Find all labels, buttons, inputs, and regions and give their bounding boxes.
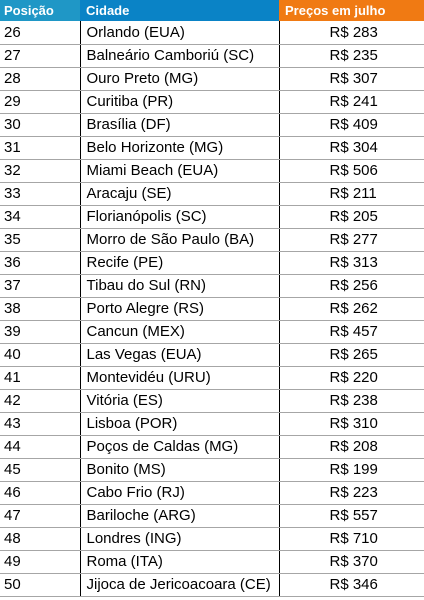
row-city: Morro de São Paulo (BA) [80,228,279,251]
row-price: R$ 265 [279,343,424,366]
row-price: R$ 370 [279,550,424,573]
row-price: R$ 313 [279,251,424,274]
row-position: 42 [0,389,80,412]
header-position: Posição [0,0,80,21]
row-city: Florianópolis (SC) [80,205,279,228]
row-city: Recife (PE) [80,251,279,274]
row-price: R$ 277 [279,228,424,251]
table-row [0,504,424,527]
table-row [0,297,424,320]
row-position: 46 [0,481,80,504]
row-position: 27 [0,44,80,67]
row-city: Brasília (DF) [80,113,279,136]
row-price: R$ 256 [279,274,424,297]
table-row [0,366,424,389]
table-row [0,274,424,297]
table-row [0,21,424,44]
row-price: R$ 304 [279,136,424,159]
row-price: R$ 457 [279,320,424,343]
table-row [0,435,424,458]
row-price: R$ 557 [279,504,424,527]
row-price: R$ 211 [279,182,424,205]
table-row [0,412,424,435]
row-price: R$ 346 [279,573,424,596]
row-price: R$ 199 [279,458,424,481]
row-city: Orlando (EUA) [80,21,279,44]
row-city: Tibau do Sul (RN) [80,274,279,297]
row-city: Jijoca de Jericoacoara (CE) [80,573,279,596]
row-price: R$ 409 [279,113,424,136]
table-row [0,113,424,136]
row-city: Bariloche (ARG) [80,504,279,527]
table-row [0,228,424,251]
row-position: 39 [0,320,80,343]
row-position: 26 [0,21,80,44]
row-city: Porto Alegre (RS) [80,297,279,320]
table-header-row [0,0,424,21]
row-price: R$ 205 [279,205,424,228]
table-row [0,205,424,228]
row-city: Curitiba (PR) [80,90,279,113]
row-position: 28 [0,67,80,90]
table-row [0,389,424,412]
table-row [0,343,424,366]
row-price: R$ 220 [279,366,424,389]
row-position: 32 [0,159,80,182]
row-price: R$ 238 [279,389,424,412]
header-price: Preços em julho [279,0,424,21]
row-position: 36 [0,251,80,274]
table-row [0,44,424,67]
row-position: 37 [0,274,80,297]
row-price: R$ 208 [279,435,424,458]
row-position: 48 [0,527,80,550]
table-row [0,67,424,90]
row-city: Ouro Preto (MG) [80,67,279,90]
table-row [0,527,424,550]
table-row [0,251,424,274]
row-position: 43 [0,412,80,435]
row-price: R$ 310 [279,412,424,435]
row-price: R$ 506 [279,159,424,182]
table-row [0,320,424,343]
table-row [0,481,424,504]
row-city: Roma (ITA) [80,550,279,573]
row-city: Bonito (MS) [80,458,279,481]
row-position: 41 [0,366,80,389]
row-city: Poços de Caldas (MG) [80,435,279,458]
row-city: Las Vegas (EUA) [80,343,279,366]
header-city: Cidade [80,0,279,21]
row-city: Montevidéu (URU) [80,366,279,389]
table-row [0,136,424,159]
table-row [0,573,424,596]
row-position: 35 [0,228,80,251]
row-position: 44 [0,435,80,458]
row-price: R$ 235 [279,44,424,67]
row-price: R$ 283 [279,21,424,44]
row-city: Miami Beach (EUA) [80,159,279,182]
table-row [0,90,424,113]
table-body [0,21,424,596]
row-city: Balneário Camboriú (SC) [80,44,279,67]
row-city: Cabo Frio (RJ) [80,481,279,504]
row-price: R$ 223 [279,481,424,504]
row-city: Cancun (MEX) [80,320,279,343]
row-position: 38 [0,297,80,320]
row-position: 47 [0,504,80,527]
row-position: 34 [0,205,80,228]
row-position: 50 [0,573,80,596]
table-row [0,458,424,481]
row-city: Aracaju (SE) [80,182,279,205]
row-city: Belo Horizonte (MG) [80,136,279,159]
row-price: R$ 307 [279,67,424,90]
row-city: Lisboa (POR) [80,412,279,435]
row-position: 40 [0,343,80,366]
row-position: 29 [0,90,80,113]
row-position: 30 [0,113,80,136]
row-position: 31 [0,136,80,159]
table-row [0,182,424,205]
row-price: R$ 241 [279,90,424,113]
table-row [0,550,424,573]
row-price: R$ 710 [279,527,424,550]
row-position: 33 [0,182,80,205]
row-position: 45 [0,458,80,481]
row-city: Vitória (ES) [80,389,279,412]
table-row [0,159,424,182]
row-position: 49 [0,550,80,573]
row-price: R$ 262 [279,297,424,320]
row-city: Londres (ING) [80,527,279,550]
